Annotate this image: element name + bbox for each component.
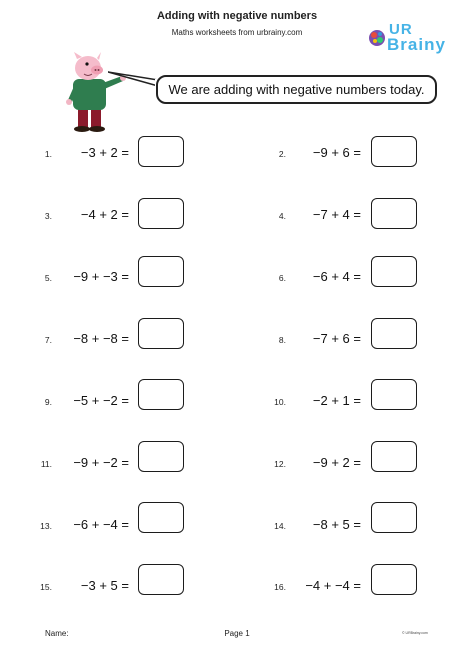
question-expression: −9 + −3 = xyxy=(73,269,129,284)
question-number: 11. xyxy=(40,459,52,469)
urbrainy-logo xyxy=(362,18,454,60)
question-expression: −3 + 2 = xyxy=(80,145,129,160)
question-expression: −6 + −4 = xyxy=(73,517,129,532)
answer-box[interactable] xyxy=(138,318,184,349)
answer-box[interactable] xyxy=(371,318,417,349)
answer-box[interactable] xyxy=(138,441,184,472)
question-number: 15. xyxy=(40,582,52,592)
question-expression: −4 + 2 = xyxy=(80,207,129,222)
answer-box[interactable] xyxy=(371,441,417,472)
question-expression: −9 + 2 = xyxy=(312,455,361,470)
question-number: 14. xyxy=(274,521,286,531)
answer-box[interactable] xyxy=(371,564,417,595)
pig-character-icon xyxy=(60,52,126,134)
question-number: 5. xyxy=(44,273,52,283)
question-expression: −7 + 4 = xyxy=(312,207,361,222)
answer-box[interactable] xyxy=(138,256,184,287)
question-number: 1. xyxy=(44,149,52,159)
question-number: 12. xyxy=(274,459,286,469)
speech-bubble-tail xyxy=(108,70,160,88)
question-number: 6. xyxy=(278,273,286,283)
answer-box[interactable] xyxy=(371,136,417,167)
question-number: 16. xyxy=(274,582,286,592)
answer-box[interactable] xyxy=(138,379,184,410)
question-expression: −8 + −8 = xyxy=(73,331,129,346)
question-expression: −8 + 5 = xyxy=(312,517,361,532)
logo-text-top: UR xyxy=(389,21,413,38)
answer-box[interactable] xyxy=(138,198,184,229)
speech-bubble xyxy=(156,75,437,104)
answer-box[interactable] xyxy=(371,198,417,229)
answer-box[interactable] xyxy=(371,256,417,287)
answer-box[interactable] xyxy=(138,136,184,167)
page-number: Page 1 xyxy=(224,629,250,638)
answer-box[interactable] xyxy=(138,564,184,595)
answer-box[interactable] xyxy=(138,502,184,533)
question-expression: −5 + −2 = xyxy=(73,393,129,408)
logo-text-bottom: Brainy xyxy=(387,35,446,54)
question-expression: −7 + 6 = xyxy=(312,331,361,346)
name-label: Name: xyxy=(45,629,69,638)
question-number: 13. xyxy=(40,521,52,531)
question-number: 8. xyxy=(278,335,286,345)
copyright-text: © URBrainy.com xyxy=(402,631,428,635)
globe-icon xyxy=(368,29,386,47)
question-number: 9. xyxy=(44,397,52,407)
question-expression: −6 + 4 = xyxy=(312,269,361,284)
question-number: 7. xyxy=(44,335,52,345)
question-number: 3. xyxy=(44,211,52,221)
page-subtitle: Maths worksheets from urbrainy.com xyxy=(171,28,303,37)
question-expression: −9 + −2 = xyxy=(73,455,129,470)
question-expression: −2 + 1 = xyxy=(312,393,361,408)
question-expression: −9 + 6 = xyxy=(312,145,361,160)
question-expression: −3 + 5 = xyxy=(80,578,129,593)
answer-box[interactable] xyxy=(371,502,417,533)
page-title: Adding with negative numbers xyxy=(156,10,318,22)
question-number: 4. xyxy=(278,211,286,221)
question-number: 2. xyxy=(278,149,286,159)
question-number: 10. xyxy=(274,397,286,407)
question-expression: −4 + −4 = xyxy=(305,578,361,593)
speech-text: We are adding with negative numbers today. xyxy=(168,82,425,97)
answer-box[interactable] xyxy=(371,379,417,410)
